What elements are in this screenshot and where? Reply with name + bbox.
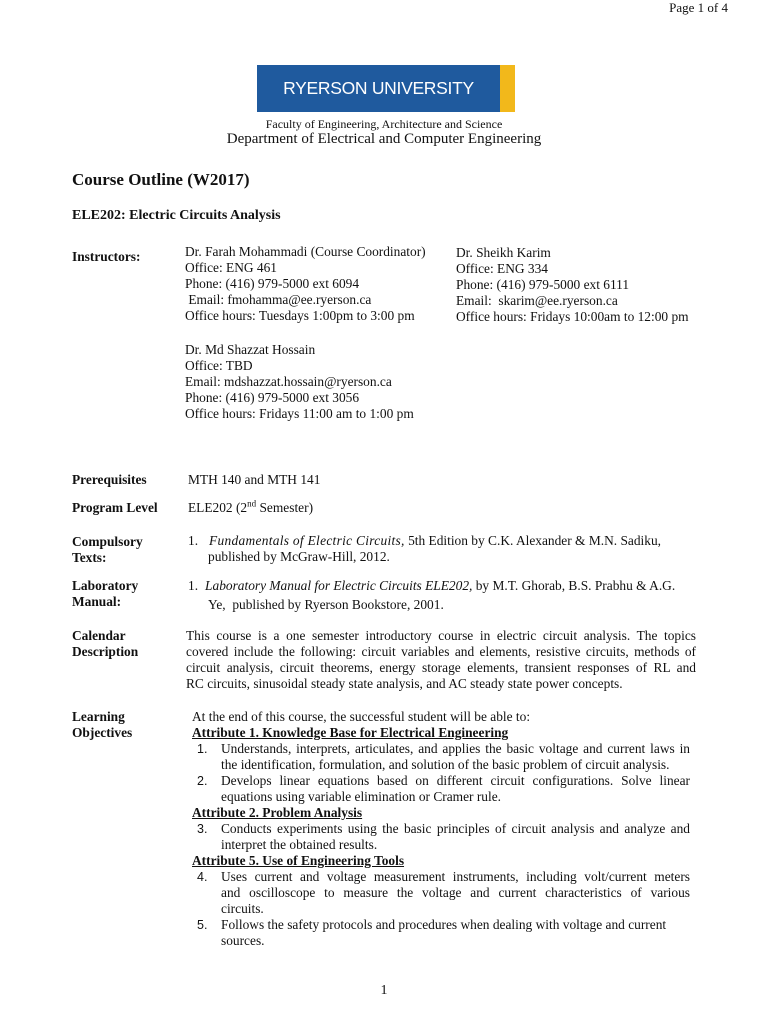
objective-line: Uses current and voltage measurement instruments, including volt/current meters bbox=[221, 869, 690, 884]
instructor-line: Office hours: Fridays 11:00 am to 1:00 pm bbox=[185, 406, 414, 421]
attribute-heading: Attribute 2. Problem Analysis bbox=[192, 805, 363, 820]
objective-line: Follows the safety protocols and procedures when dealing with voltage and current bbox=[221, 917, 667, 932]
calendar-description bbox=[186, 628, 696, 692]
objectives-label-line: Learning bbox=[72, 709, 125, 724]
calendar-label-line: Description bbox=[72, 644, 139, 659]
logo-text: RYERSON UNIVERSITY bbox=[283, 78, 474, 98]
objective-line: interpret the obtained results. bbox=[221, 837, 378, 852]
objectives-intro: At the end of this course, the successful student will be able to: bbox=[192, 709, 531, 724]
instructor-hossain bbox=[185, 342, 414, 422]
objectives-label-line: Objectives bbox=[72, 725, 133, 740]
course-title: ELE202: Electric Circuits Analysis bbox=[72, 208, 281, 223]
objective-item bbox=[192, 741, 690, 773]
lab-title: Laboratory Manual for Electric Circuits ELE202, bbox=[205, 578, 473, 593]
instructor-line: Office hours: Fridays 10:00am to 12:00 pm bbox=[456, 309, 689, 324]
prerequisites-value: MTH 140 and MTH 141 bbox=[188, 472, 321, 487]
program-level-post: Semester) bbox=[256, 500, 314, 515]
instructor-line: Office: ENG 461 bbox=[185, 260, 277, 275]
texts-title: Fundamentals of Electric Circuits, bbox=[209, 533, 405, 548]
instructor-line: Dr. Sheikh Karim bbox=[456, 245, 551, 260]
page-label: Page 1 of 4 bbox=[669, 0, 728, 15]
lab-details: by M.T. Ghorab, B.S. Prabhu & A.G. bbox=[472, 578, 676, 593]
attribute-heading: Attribute 1. Knowledge Base for Electrical Engineering bbox=[192, 725, 509, 740]
texts-number: 1. bbox=[188, 533, 199, 548]
texts-label-line: Compulsory bbox=[72, 534, 143, 549]
instructor-line: Email: fmohamma@ee.ryerson.ca bbox=[185, 292, 372, 307]
instructor-line: Office: ENG 334 bbox=[456, 261, 548, 276]
attribute-heading: Attribute 5. Use of Engineering Tools bbox=[192, 853, 405, 868]
lab-number: 1. bbox=[188, 578, 199, 593]
department-name: Department of Electrical and Computer Engineering bbox=[226, 131, 542, 147]
lab-label bbox=[72, 578, 182, 610]
texts-label bbox=[72, 534, 182, 566]
instructor-line: Dr. Farah Mohammadi (Course Coordinator) bbox=[185, 244, 426, 259]
objective-line: Understands, interprets, articulates, and applies the basic voltage and current laws in bbox=[221, 741, 690, 756]
objective-line: sources. bbox=[221, 933, 265, 948]
objective-item bbox=[192, 773, 690, 805]
calendar-line: circuit analysis, circuit theorems, energy storage elements, transient responses of RL and bbox=[186, 660, 696, 675]
program-level-value bbox=[188, 500, 313, 516]
compulsory-text-item bbox=[188, 533, 696, 549]
objective-line: Develops linear equations based on different circuit configurations. Solve linear bbox=[221, 773, 690, 788]
calendar-label bbox=[72, 628, 182, 660]
program-level-pre: ELE202 (2 bbox=[188, 500, 248, 515]
texts-publisher: published by McGraw-Hill, 2012. bbox=[208, 549, 390, 564]
instructor-line: Office: TBD bbox=[185, 358, 253, 373]
objective-line: circuits. bbox=[221, 901, 264, 916]
objective-number: 4. bbox=[197, 870, 208, 884]
instructor-line: Phone: (416) 979-5000 ext 3056 bbox=[185, 390, 360, 405]
calendar-label-line: Calendar bbox=[72, 628, 126, 643]
objective-number: 1. bbox=[197, 742, 208, 756]
calendar-line: covered include the following: circuit variables and elements, resistive circuits, methods of bbox=[186, 644, 696, 659]
objective-line: equations using variable elimination or Cramer rule. bbox=[221, 789, 502, 804]
instructor-karim bbox=[456, 245, 689, 325]
objective-number: 5. bbox=[197, 918, 208, 932]
prerequisites-label: Prerequisites bbox=[72, 472, 147, 487]
objective-item bbox=[192, 917, 690, 949]
objective-line: and oscilloscope to measure the voltage and current characteristics of various bbox=[221, 885, 690, 900]
university-logo bbox=[257, 65, 515, 112]
objectives-block bbox=[192, 709, 690, 949]
program-level-label: Program Level bbox=[72, 500, 158, 515]
instructor-line: Phone: (416) 979-5000 ext 6111 bbox=[456, 277, 630, 292]
lab-manual-item bbox=[188, 578, 675, 594]
instructor-line: Email: mdshazzat.hossain@ryerson.ca bbox=[185, 374, 392, 389]
instructors-label: Instructors: bbox=[72, 249, 141, 264]
instructor-line: Office hours: Tuesdays 1:00pm to 3:00 pm bbox=[185, 308, 415, 323]
faculty-name: Faculty of Engineering, Architecture and Science bbox=[265, 117, 503, 131]
objective-line: Conducts experiments using the basic principles of circuit analysis and analyze and bbox=[221, 821, 690, 836]
instructor-line: Dr. Md Shazzat Hossain bbox=[185, 342, 316, 357]
objective-number: 3. bbox=[197, 822, 208, 836]
calendar-line: This course is a one semester introductory course in electric circuit analysis. The topics bbox=[186, 628, 696, 643]
calendar-line: RC circuits, sinusoidal steady state analysis, and AC steady state power concepts. bbox=[186, 676, 623, 691]
objectives-label bbox=[72, 709, 182, 741]
instructor-line: Email: skarim@ee.ryerson.ca bbox=[456, 293, 618, 308]
objective-item bbox=[192, 821, 690, 853]
objective-item bbox=[192, 869, 690, 917]
program-level-sup: nd bbox=[247, 498, 257, 509]
instructor-line: Phone: (416) 979-5000 ext 6094 bbox=[185, 276, 360, 291]
page-number: 1 bbox=[380, 983, 388, 998]
lab-label-line: Manual: bbox=[72, 594, 122, 609]
outline-title: Course Outline (W2017) bbox=[72, 170, 250, 189]
logo-gold-bar bbox=[500, 65, 515, 112]
objective-number: 2. bbox=[197, 774, 208, 788]
texts-label-line: Texts: bbox=[72, 550, 107, 565]
texts-details: 5th Edition by C.K. Alexander & M.N. Sadiku, bbox=[404, 533, 661, 548]
lab-publisher: Ye, published by Ryerson Bookstore, 2001. bbox=[208, 597, 444, 612]
instructor-farah bbox=[185, 244, 426, 324]
lab-label-line: Laboratory bbox=[72, 578, 139, 593]
objective-line: the identification, formulation, and solution of the basic problem of circuit analysis. bbox=[221, 757, 670, 772]
